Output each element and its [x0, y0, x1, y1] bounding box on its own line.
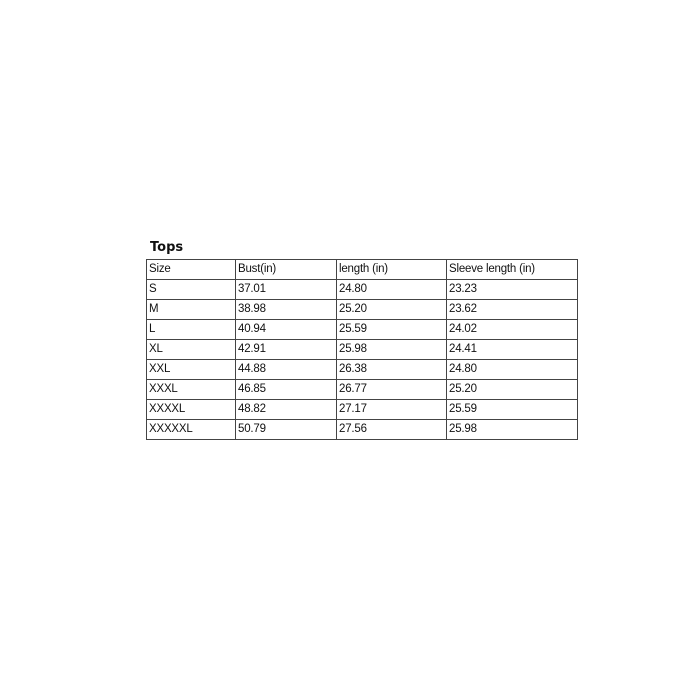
cell-size: XL [147, 340, 236, 360]
cell-bust: 40.94 [236, 320, 337, 340]
table-row [147, 300, 578, 320]
cell-length: 27.17 [337, 400, 447, 420]
cell-bust: 44.88 [236, 360, 337, 380]
table-row [147, 280, 578, 300]
cell-length: 25.59 [337, 320, 447, 340]
header-length: length (in) [337, 260, 447, 280]
cell-length: 24.80 [337, 280, 447, 300]
cell-sleeve-length: 24.02 [447, 320, 578, 340]
cell-bust: 46.85 [236, 380, 337, 400]
cell-size: XXXL [147, 380, 236, 400]
cell-sleeve-length: 25.98 [447, 420, 578, 440]
table-row [147, 360, 578, 380]
header-size: Size [147, 260, 236, 280]
cell-size: XXL [147, 360, 236, 380]
cell-size: S [147, 280, 236, 300]
table-row [147, 340, 578, 360]
cell-size: XXXXXL [147, 420, 236, 440]
size-chart-title: Tops [150, 240, 184, 255]
cell-length: 26.77 [337, 380, 447, 400]
cell-size: XXXXL [147, 400, 236, 420]
cell-bust: 37.01 [236, 280, 337, 300]
cell-bust: 38.98 [236, 300, 337, 320]
cell-sleeve-length: 25.20 [447, 380, 578, 400]
size-chart-table [146, 259, 578, 440]
header-bust: Bust(in) [236, 260, 337, 280]
cell-length: 25.20 [337, 300, 447, 320]
cell-bust: 48.82 [236, 400, 337, 420]
cell-sleeve-length: 25.59 [447, 400, 578, 420]
header-sleeve-length: Sleeve length (in) [447, 260, 578, 280]
table-header-row [147, 260, 578, 280]
cell-length: 26.38 [337, 360, 447, 380]
cell-bust: 42.91 [236, 340, 337, 360]
cell-size: L [147, 320, 236, 340]
table-row [147, 400, 578, 420]
cell-sleeve-length: 23.23 [447, 280, 578, 300]
table-row [147, 380, 578, 400]
table-row [147, 420, 578, 440]
cell-bust: 50.79 [236, 420, 337, 440]
table-row [147, 320, 578, 340]
cell-size: M [147, 300, 236, 320]
cell-sleeve-length: 24.80 [447, 360, 578, 380]
cell-length: 25.98 [337, 340, 447, 360]
cell-length: 27.56 [337, 420, 447, 440]
cell-sleeve-length: 23.62 [447, 300, 578, 320]
cell-sleeve-length: 24.41 [447, 340, 578, 360]
